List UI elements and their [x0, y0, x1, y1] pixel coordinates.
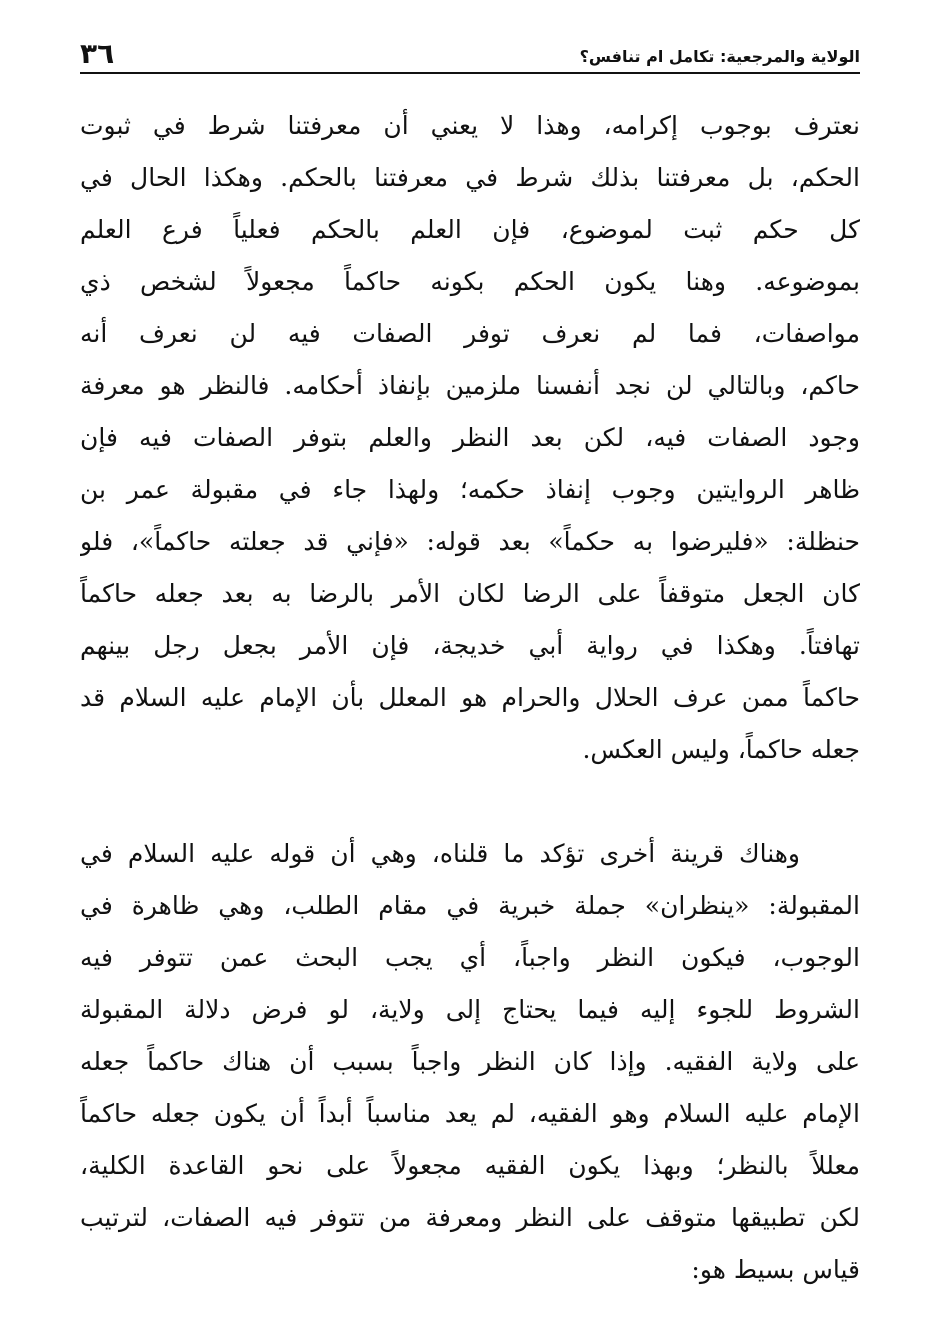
text-line: كان الجعل متوقفاً على الرضا لكان الأمر بالرضا به بعد جعله حاكماً — [80, 579, 860, 608]
text-line: بموضوعه. وهنا يكون الحكم بكونه حاكماً مجعولاً لشخص ذي — [80, 267, 860, 296]
body-text — [80, 100, 860, 1296]
text-line: لكن تطبيقها متوقف على النظر ومعرفة من تتوفر فيه الصفات، لترتيب — [80, 1203, 860, 1232]
text-line: على ولاية الفقيه. وإذا كان النظر واجباً بسبب أن هناك حاكماً جعله — [80, 1047, 860, 1076]
text-line: جعله حاكماً، وليس العكس. — [582, 735, 860, 764]
text-line: وجود الصفات فيه، لكن بعد النظر والعلم بتوفر الصفات فيه فإن — [80, 423, 860, 452]
page-number: ٣٦ — [80, 37, 115, 70]
paragraph-2 — [80, 828, 860, 1296]
paragraph-gap — [80, 776, 860, 828]
text-line: مواصفات، فما لم نعرف توفر الصفات فيه لن نعرف أنه — [80, 319, 860, 348]
text-line: حاكماً ممن عرف الحلال والحرام هو المعلل بأن الإمام عليه السلام قد — [80, 683, 860, 712]
running-title: الولاية والمرجعية: تكامل ام تنافس؟ — [579, 47, 860, 66]
text-line: قياس بسيط هو: — [691, 1255, 860, 1284]
text-line: الحكم، بل معرفتنا بذلك شرط في معرفتنا بالحكم. وهكذا الحال في — [80, 163, 860, 192]
text-line: نعترف بوجوب إكرامه، وهذا لا يعني أن معرفتنا شرط في ثبوت — [80, 111, 860, 140]
text-line: حنظلة: «فليرضوا به حكماً» بعد قوله: «فإني قد جعلته حاكماً»، فلو — [80, 527, 860, 556]
text-line: حاكم، وبالتالي لن نجد أنفسنا ملزمين بإنفاذ أحكامه. فالنظر هو معرفة — [80, 371, 860, 400]
text-line: وهناك قرينة أخرى تؤكد ما قلناه، وهي أن قوله عليه السلام في — [80, 839, 800, 868]
text-line: معللاً بالنظر؛ وبهذا يكون الفقيه مجعولاً على نحو القاعدة الكلية، — [80, 1151, 860, 1180]
running-header — [80, 34, 860, 74]
text-line: الوجوب، فيكون النظر واجباً، أي يجب البحث عمن تتوفر فيه — [80, 943, 860, 972]
text-line: الشروط للجوء إليه فيما يحتاج إلى ولاية، لو فرض دلالة المقبولة — [80, 995, 860, 1024]
text-line: ظاهر الروايتين وجوب إنفاذ حكمه؛ ولهذا جاء في مقبولة عمر بن — [80, 475, 860, 504]
paragraph-1 — [80, 100, 860, 776]
text-line: تهافتاً. وهكذا في رواية أبي خديجة، فإن الأمر بجعل رجل بينهم — [80, 631, 860, 660]
text-line: الإمام عليه السلام وهو الفقيه، لم يعد مناسباً أبداً أن يكون جعله حاكماً — [80, 1099, 860, 1128]
text-line: المقبولة: «ينظران» جملة خبرية في مقام الطلب، وهي ظاهرة في — [80, 891, 860, 920]
text-line: كل حكم ثبت لموضوع، فإن العلم بالحكم فعلياً فرع العلم — [80, 215, 860, 244]
